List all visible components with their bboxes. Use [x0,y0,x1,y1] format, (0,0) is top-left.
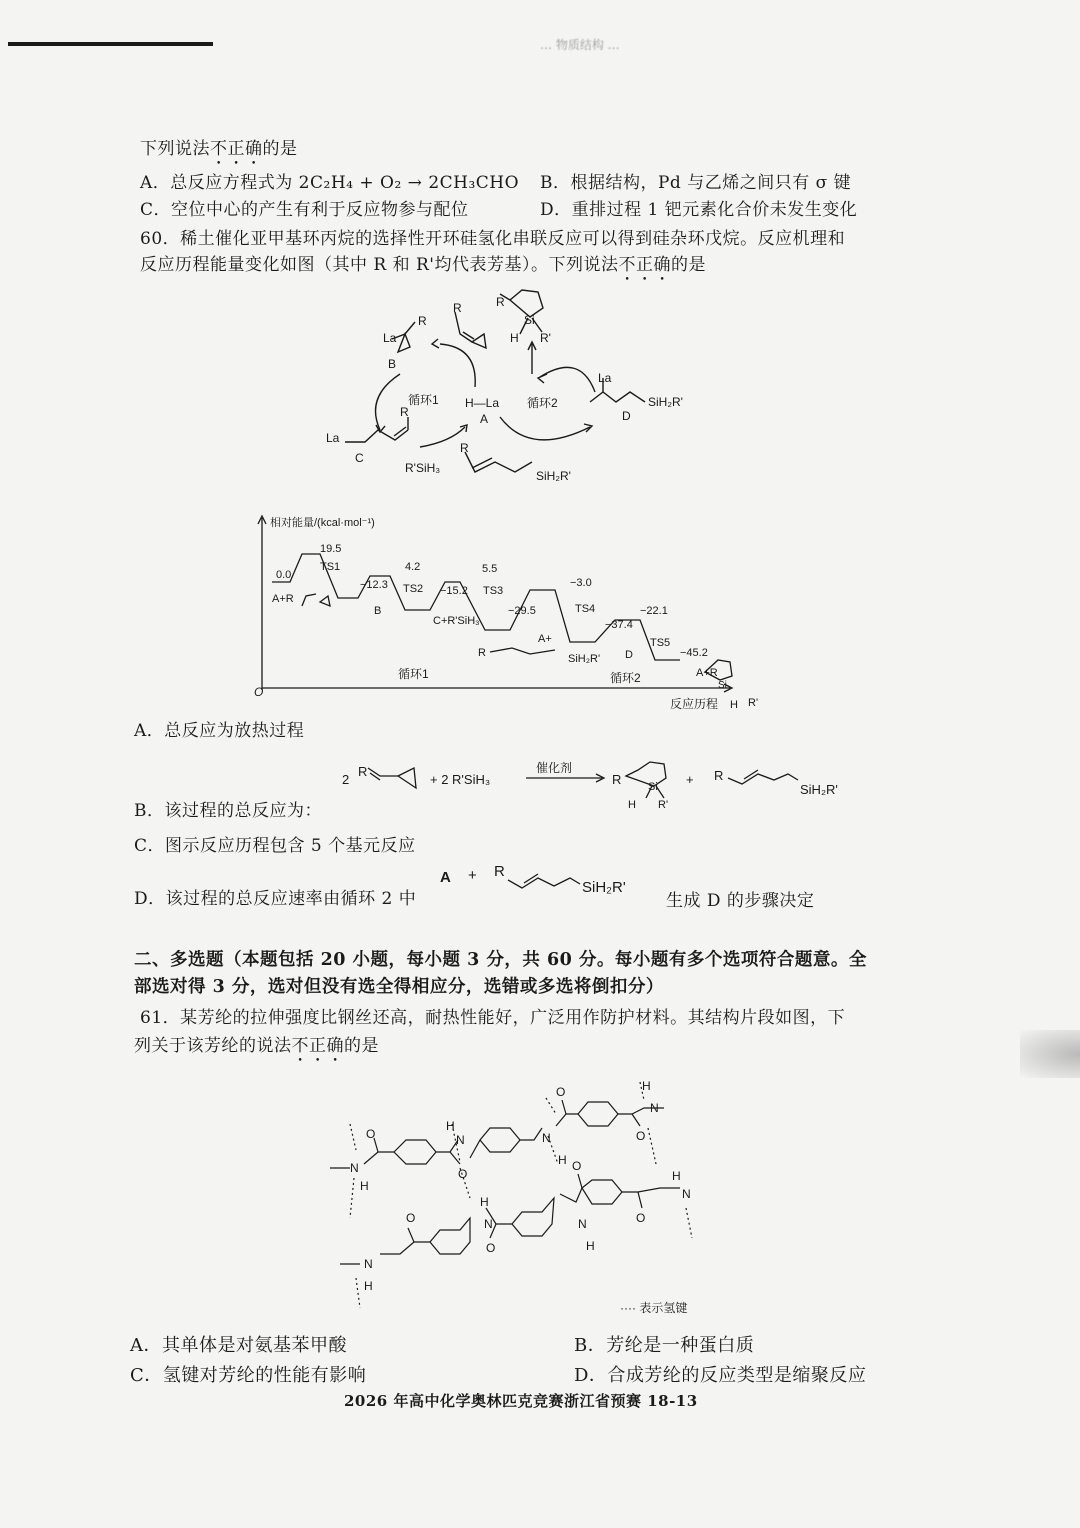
q59-option-b: B．根据结构，Pd 与乙烯之间只有 σ 键 [540,173,852,193]
r-label-mcp: R [453,301,462,315]
r-label-top: R [496,295,505,309]
cycle2-arrow-top [540,367,595,392]
atom-n-6: N [484,1217,493,1231]
label-d: D [622,409,631,423]
energy-value-8: −37.4 [605,619,633,631]
energy-label-9: TS5 [650,637,671,649]
rsih3-label: R'SiH₃ [405,461,441,475]
eq-coef: 2 [342,772,350,787]
mechanism-diagram [300,282,740,492]
hbond-5 [648,1128,656,1164]
atom-o-5: O [572,1159,582,1173]
q61-option-c: C．氢键对芳纶的性能有影响 [130,1365,367,1386]
energy-value-1: 19.5 [320,543,342,555]
si-label-top: Si [524,313,535,327]
la-label-d: La [598,371,612,385]
energy-h-label: H [730,699,738,711]
energy-value-9: −22.1 [640,605,668,617]
sih2r-label-alkene: SiH₂R' [536,469,571,483]
header-smudged-text: … 物质结构 … [540,38,620,52]
energy-label-6: A+ [538,633,552,645]
atom-h-1: H [360,1179,369,1193]
energy-profile [250,510,790,715]
energy-value-0: 0.0 [276,569,292,581]
q60-option-b: B．该过程的总反应为： [134,801,322,821]
r-label-b: R [418,314,427,328]
label-c: C [355,451,364,465]
energy-origin: O [254,685,264,699]
atom-o-4: O [636,1129,646,1143]
energy-value-10: −45.2 [680,647,708,659]
energy-value-4: −15.2 [440,585,468,597]
atom-n-5: N [682,1187,691,1201]
cycle1-label: 循环1 [408,393,439,407]
sih2r-label-d: SiH₂R' [648,395,683,409]
scan-smudge [1020,1030,1080,1078]
energy-label-5: TS3 [483,585,504,597]
eq-plus2: + [686,772,694,787]
label-a: A [480,412,489,426]
energy-value-2: −12.3 [360,579,388,591]
hbond-8 [356,1278,360,1308]
energy-ylabel: 相对能量/(kcal·mol⁻¹) [270,517,375,529]
energy-value-6: −29.5 [508,605,536,617]
q61-option-a: A．其单体是对氨基苯甲酸 [130,1335,347,1356]
energy-value-3: 4.2 [405,561,421,573]
atom-o-3: O [556,1085,566,1099]
q59-option-a: A．总反应方程式为 2C₂H₄ + O₂ → 2CH₃CHO [140,173,520,193]
q60-option-d-pre: D．该过程的总反应速率由循环 2 中 [134,889,417,909]
energy-label-2: B [374,605,382,617]
energy-r-label: R [478,647,486,659]
hbond-legend: ···· 表示氢键 [620,1301,688,1315]
atom-h-7: H [586,1239,595,1253]
energy-cycle2: 循环2 [610,671,641,685]
eq-sih2r: SiH₂R' [800,782,838,797]
header-rule [8,42,213,46]
cycle1-arrow-left [376,374,401,430]
h-label-top: H [510,331,519,345]
atom-n-8: N [364,1257,373,1271]
eq-plus1: + 2 R'SiH₃ [430,772,491,787]
atom-h-5: H [672,1169,681,1183]
q61-option-b: B．芳纶是一种蛋白质 [574,1335,755,1356]
atom-h-8: H [364,1279,373,1293]
q60-b-equation [330,754,890,816]
cycle1-arrow-top [440,344,475,387]
atom-n-2: N [456,1133,465,1147]
q59-option-c: C．空位中心的产生有利于反应物参与配位 [140,200,469,220]
energy-value-5: 5.5 [482,563,498,575]
energy-label-0: A+R [272,593,294,605]
aramid-structure [320,1068,740,1320]
energy-label-4: C+R'SiH₃ [433,615,480,627]
energy-label-10: A+R [696,667,718,679]
q60-stem-line2: 反应历程能量变化如图（其中 R 和 R'均代表芳基）。下列说法不正确的是 [140,255,706,275]
cycle1-arrow-bottom [420,427,465,447]
q60-stem-line1: 60．稀土催化亚甲基环丙烷的选择性开环硅氢化串联反应可以得到硅杂环戊烷。反应机理和 [140,229,846,249]
hla-label: H—La [465,396,500,410]
energy-label-8: D [625,649,633,661]
rp-label-top: R' [540,331,551,345]
atom-h-3: H [558,1153,567,1167]
d-a: A [440,869,451,886]
q59-option-d: D．重排过程 1 钯元素化合价未发生变化 [540,200,858,220]
r-label-c: R [400,405,409,419]
eq-r1: R [358,764,368,779]
eq-si: Si [648,781,658,793]
q60-option-c: C．图示反应历程包含 5 个基元反应 [134,836,416,856]
hbond-9 [686,1208,692,1238]
energy-sih2r-label: SiH₂R' [568,653,601,665]
q61-option-d: D．合成芳纶的反应类型是缩聚反应 [574,1365,867,1386]
q60-option-a: A．总反应为放热过程 [134,721,305,741]
energy-label-3: TS2 [403,583,424,595]
energy-xlabel: 反应历程 [670,697,719,711]
q59-stem: 下列说法不正确的是 [140,139,298,159]
atom-n-1: N [350,1161,359,1175]
section2-heading-line2: 部选对得 3 分，选对但没有选全得相应分，选错或多选将倒扣分） [134,977,664,997]
atom-n-7: N [578,1217,587,1231]
la-label-c: La [326,431,340,445]
label-b: B [388,357,397,371]
energy-label-1: TS1 [320,561,341,573]
atom-h-6: H [480,1195,489,1209]
eq-rp: R' [658,799,669,811]
q61-stem-line1: 61．某芳纶的拉伸强度比钢丝还高，耐热性能好，广泛用作防护材料。其结构片段如图，下 [140,1008,846,1028]
atom-o-6: O [636,1211,646,1225]
q61-stem-line2: 列关于该芳纶的说法不正确的是 [134,1036,379,1056]
section2-heading-line1: 二、多选题（本题包括 20 小题，每小题 3 分，共 60 分。每小题有多个选项符合题意。全 [134,950,867,970]
energy-label-7: TS4 [575,603,596,615]
atom-h-4: H [642,1079,651,1093]
energy-cycle1: 循环1 [398,667,429,681]
cycle2-label: 循环2 [527,396,558,410]
d-plus: + [468,867,477,884]
atom-n-4: N [650,1101,659,1115]
atom-o-2: O [458,1167,468,1181]
hbond-7 [350,1124,356,1150]
la-label-b: La [383,331,397,345]
q60-option-d-structure [438,858,678,906]
r-label-alkene: R [460,441,469,455]
atom-n-3: N [542,1131,551,1145]
d-r: R [494,863,505,880]
atom-o-8: O [406,1211,416,1225]
eq-r2: R [612,772,622,787]
eq-catalyst: 催化剂 [536,761,573,775]
energy-value-7: −3.0 [570,577,592,589]
q60-option-d-post: 生成 D 的步骤决定 [666,891,815,911]
eq-h: H [628,799,636,811]
hbond-10 [546,1098,556,1114]
atom-h-2: H [446,1119,455,1133]
energy-si-label: Si [718,680,727,691]
atom-o-1: O [366,1127,376,1141]
atom-o-7: O [486,1241,496,1255]
energy-rp-label: R' [748,697,759,709]
eq-r3: R [714,768,724,783]
cycle2-arrow-bottom [500,417,590,440]
page-footer: 2026 年高中化学奥林匹克竞赛浙江省预赛 18-13 [344,1392,698,1410]
d-sih2r: SiH₂R' [582,879,626,896]
hbond-1 [350,1178,354,1218]
